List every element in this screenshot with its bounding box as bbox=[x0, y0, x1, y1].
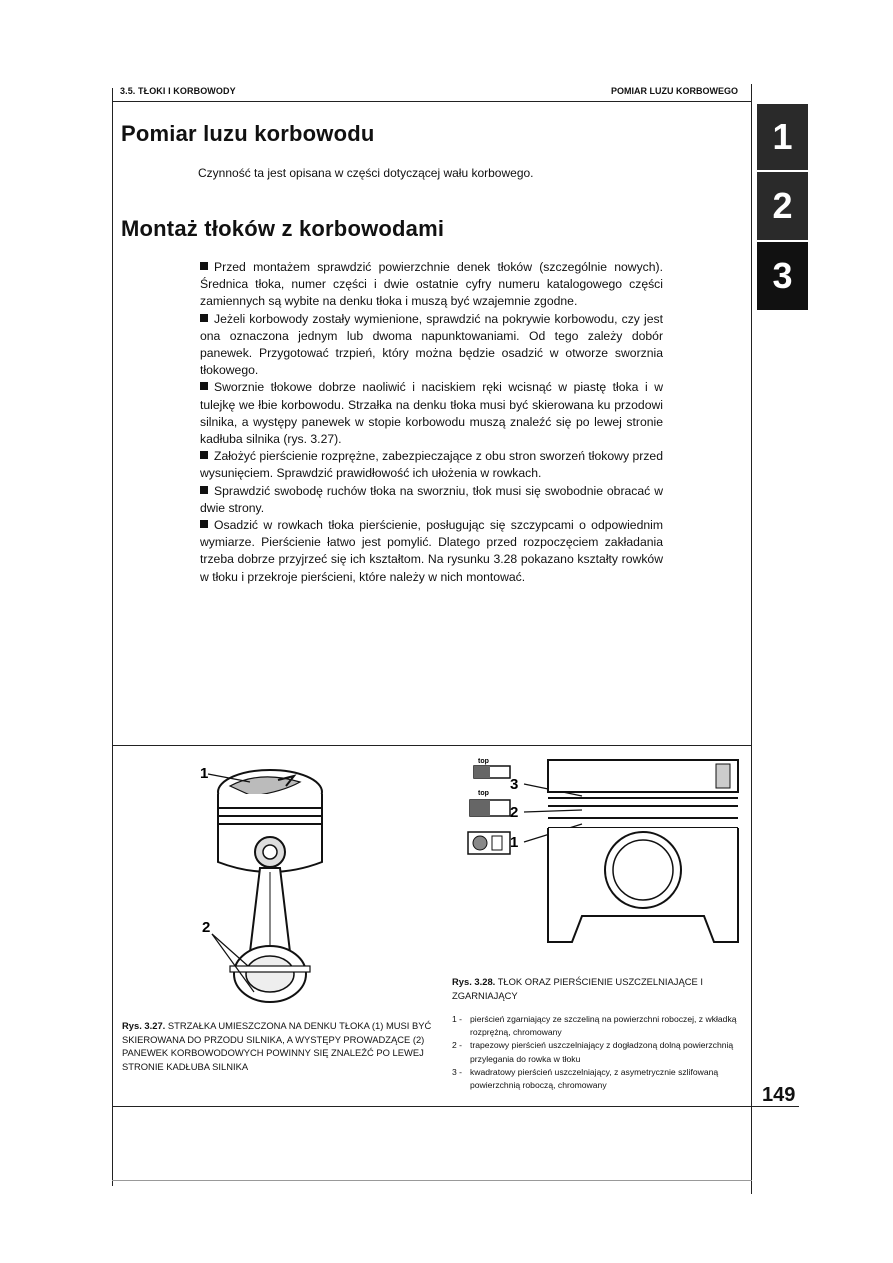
montaz-body bbox=[200, 259, 663, 586]
figure1-caption-prefix: Rys. 3.27. bbox=[122, 1020, 166, 1031]
legend-item-number: 1 - bbox=[452, 1014, 463, 1024]
legend-item bbox=[452, 1013, 748, 1039]
figure1-caption-text: STRZAŁKA UMIESZCZONA NA DENKU TŁOKA (1) MUSI BYĆ SKIEROWANA DO PRZODU SILNIKA, A WYSTĘPY PROWADZĄCE (2) PANEWEK KORBOWODOWYCH POWINNY SIĘ ZNALEŹĆ PO LEWEJ STRONIE KADŁUBA SILNIKA bbox=[122, 1020, 432, 1072]
paragraph-2 bbox=[200, 311, 663, 380]
header-rule bbox=[112, 101, 752, 102]
running-header-right: POMIAR LUZU KORBOWEGO bbox=[611, 86, 738, 96]
figure2-label-2: 2 bbox=[510, 804, 519, 821]
legend-item-text: kwadratowy pierścień uszczelniający, z asymetrycznie szlifowaną powierzchnią roboczą, chromowany bbox=[470, 1066, 719, 1091]
legend-item bbox=[452, 1039, 748, 1065]
figure2-label-3: 3 bbox=[510, 776, 519, 793]
bullet-icon bbox=[200, 520, 208, 528]
ring-mid-mark: top bbox=[478, 790, 489, 797]
bullet-icon bbox=[200, 382, 208, 390]
figure2-caption bbox=[452, 975, 748, 1002]
chapter-tab-3-label: 3 bbox=[772, 255, 793, 296]
chapter-tab-1 bbox=[757, 104, 808, 170]
legend-item-number: 3 - bbox=[452, 1066, 463, 1077]
section-intro-text: Czynność ta jest opisana w części dotyczącej wału korbowego. bbox=[198, 166, 534, 180]
piston-rings-illustration bbox=[452, 752, 748, 974]
page-number: 149 bbox=[762, 1084, 796, 1106]
section-title-montaz: Montaż tłoków z korbowodami bbox=[121, 216, 445, 241]
figure1-label-2: 2 bbox=[202, 919, 211, 936]
footer-rule bbox=[112, 1180, 752, 1181]
legend-item-text: pierścień zgarniający ze szczeliną na powierzchni roboczej, z wkładką rozprężną, chromowany bbox=[470, 1014, 737, 1038]
paragraph-4 bbox=[200, 448, 663, 482]
bullet-icon bbox=[200, 451, 208, 459]
figure1-caption bbox=[122, 1019, 432, 1073]
running-header-left: 3.5. TŁOKI I KORBOWODY bbox=[120, 86, 236, 96]
figure2-label-1: 1 bbox=[510, 834, 519, 851]
chapter-tab-1-label: 1 bbox=[772, 116, 793, 157]
ring-top-mark: top bbox=[478, 758, 489, 765]
paragraph-3 bbox=[200, 379, 663, 448]
figure1-label-1: 1 bbox=[200, 765, 209, 782]
figure2-caption-prefix: Rys. 3.28. bbox=[452, 976, 496, 987]
paragraph-1 bbox=[200, 259, 663, 311]
bullet-icon bbox=[200, 314, 208, 322]
figure2-caption-text: TŁOK ORAZ PIERŚCIENIE USZCZELNIAJĄCE I ZGARNIAJĄCY bbox=[452, 976, 703, 1001]
paragraph-2-text: Jeżeli korbowody zostały wymienione, sprawdzić na pokrywie korbowodu, czy jest ona oznaczona jednym lub dwoma napunktowaniami. Od tego zależy dobór panewek. Przygotować trzpień, który można będzie osadzić w otworze sworznia tłokowego. bbox=[200, 311, 663, 378]
figure2-legend bbox=[452, 1013, 748, 1092]
paragraph-3-text: Sworznie tłokowe dobrze naoliwić i naciskiem ręki wcisnąć w piastę tłoka i w tulejkę we łbie korbowodu. Strzałka na denku tłoka musi być skierowana ku przodowi silnika, a występy panewek w stopie korbowodu muszą znaleźć się po lewej stronie kadłuba silnika (rys. 3.27). bbox=[200, 380, 663, 447]
paragraph-4-text: Założyć pierścienie rozprężne, zabezpieczające z obu stron sworzeń tłokowy przed wysunięciem. Sprawdzić prawidłowość ich ułożenia w rowkach. bbox=[200, 449, 663, 481]
frame-right-rule bbox=[751, 84, 752, 1194]
paragraph-6 bbox=[200, 517, 663, 586]
bullet-icon bbox=[200, 262, 208, 270]
paragraph-5-text: Sprawdzić swobodę ruchów tłoka na sworzniu, tłok musi się swobodnie obracać w dwie strony. bbox=[200, 483, 663, 515]
bottom-rule bbox=[112, 1106, 799, 1107]
chapter-tab-2-label: 2 bbox=[772, 185, 793, 226]
legend-item-text: trapezowy pierścień uszczelniający z dogładzoną dolną powierzchnią przylegania do rowka w tłoku bbox=[470, 1040, 734, 1064]
chapter-tab-3 bbox=[757, 242, 808, 310]
legend-item-number: 2 - bbox=[452, 1040, 463, 1051]
bullet-icon bbox=[200, 486, 208, 494]
piston-connecting-rod-illustration bbox=[190, 752, 360, 1014]
figure-top-rule bbox=[112, 745, 752, 746]
section-title-pomiar: Pomiar luzu korbowodu bbox=[121, 121, 375, 146]
paragraph-5 bbox=[200, 483, 663, 517]
frame-left-rule bbox=[112, 88, 113, 1186]
chapter-tab-2 bbox=[757, 172, 808, 240]
paragraph-1-text: Przed montażem sprawdzić powierzchnie denek tłoków (szczególnie nowych). Średnica tłoka, numer części i dwie ostatnie cyfry numeru katalogowego części zamiennych są wybite na denku tłoka i muszą być wzajemnie zgodne. bbox=[200, 260, 663, 309]
legend-item bbox=[452, 1066, 748, 1092]
paragraph-6-text: Osadzić w rowkach tłoka pierścienie, posługując się szczypcami o odpowiednim wymiarze. Pierścienie łatwo jest pomylić. Dlatego przed rozpoczęciem zakładania trzeba dobrze przyjrzeć się ich kształtom. Na rysunku 3.28 pokazano kształty rowków w tłoku i przekroje pierścieni, które należy w nich montować. bbox=[200, 518, 663, 584]
